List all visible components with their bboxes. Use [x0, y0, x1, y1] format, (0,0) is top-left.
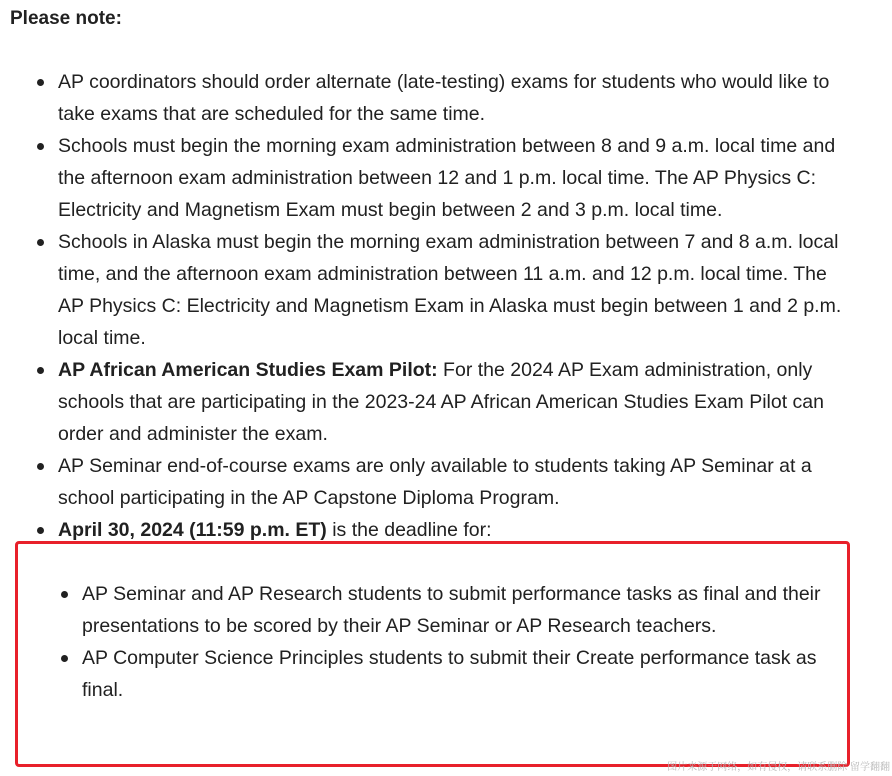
- aas-pilot-label: AP African American Studies Exam Pilot:: [58, 359, 438, 381]
- note-item-seminar: AP Seminar end-of-course exams are only available to students taking AP Seminar at a school participating in the AP Capstone Diploma Program.: [58, 450, 848, 514]
- deadline-sub-item-csp: AP Computer Science Principles students to submit their Create performance task as final.: [82, 642, 848, 706]
- note-item-aas-pilot: [58, 354, 848, 450]
- deadline-sub-list: [82, 578, 848, 706]
- note-item-alternate-exams: AP coordinators should order alternate (late-testing) exams for students who would like to take exams that are scheduled for the same time.: [58, 66, 848, 130]
- note-item-alaska-times: Schools in Alaska must begin the morning exam administration between 7 and 8 a.m. local time, and the afternoon exam administration between 11 a.m. and 12 p.m. local time. The AP Physics C: Electricity and Magnetism Exam in Alaska must begin between 1 and 2 p.m. local time.: [58, 226, 848, 354]
- watermark: 图片来源于网络，如有侵权，请联系删除 留学翻翻: [667, 762, 890, 773]
- notes-list: [58, 66, 848, 706]
- note-heading: Please note:: [10, 8, 122, 29]
- aas-pilot-text: For the 2024 AP Exam administration, only schools that are participating in the 2023-24 AP African American Studies Exam Pilot can order and administer the exam.: [58, 359, 824, 445]
- note-item-deadline: [58, 514, 848, 706]
- deadline-text: is the deadline for:: [326, 519, 492, 541]
- note-item-exam-start-times: Schools must begin the morning exam administration between 8 and 9 a.m. local time and the afternoon exam administration between 12 and 1 p.m. local time. The AP Physics C: Electricity and Magnetism Exam must begin between 2 and 3 p.m. local time.: [58, 130, 848, 226]
- deadline-sub-item-seminar-research: AP Seminar and AP Research students to submit performance tasks as final and their presentations to be scored by their AP Seminar or AP Research teachers.: [82, 578, 848, 642]
- deadline-date: April 30, 2024 (11:59 p.m. ET): [58, 519, 327, 541]
